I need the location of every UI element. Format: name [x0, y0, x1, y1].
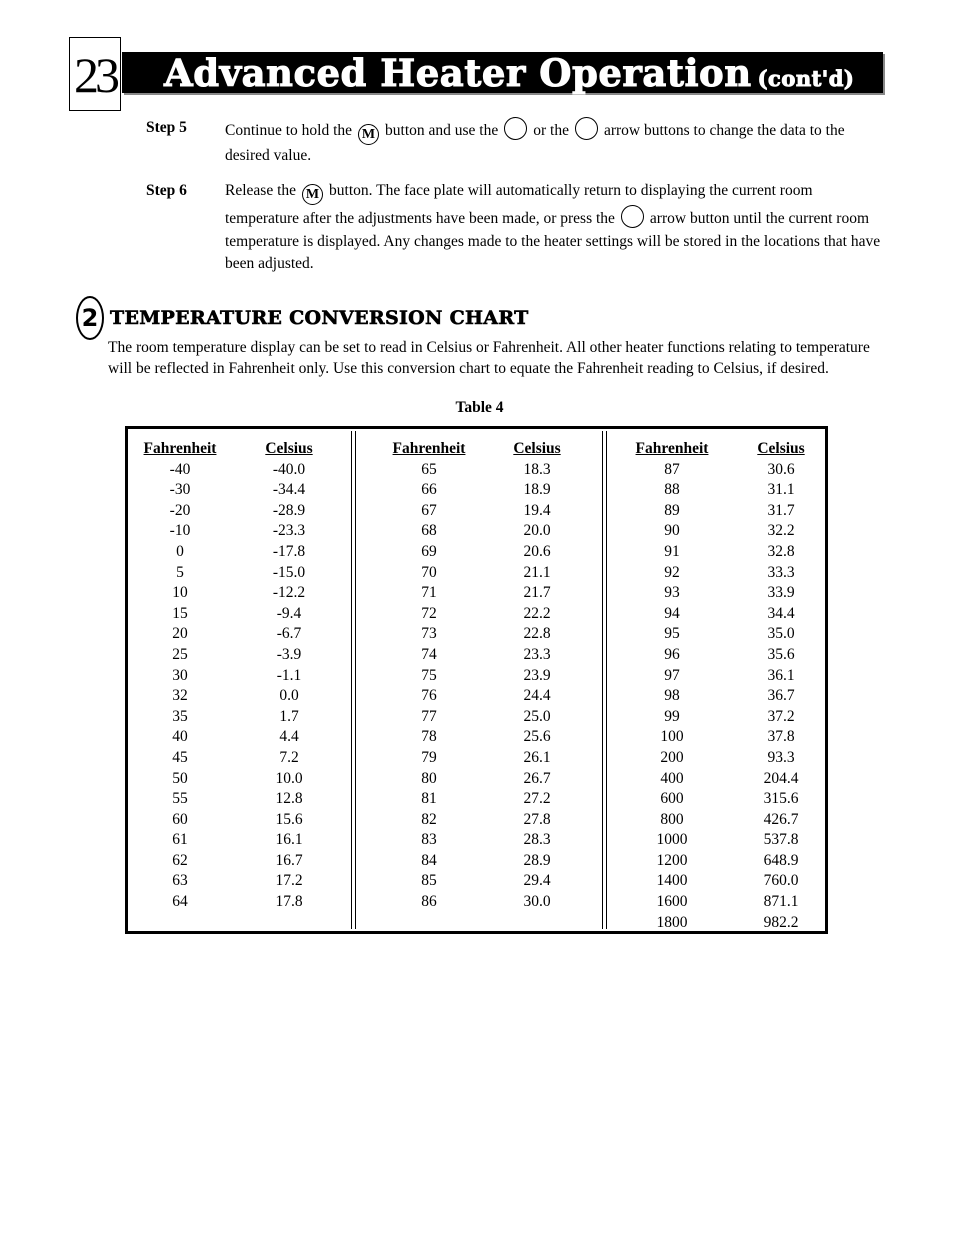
table-caption: Table 4: [455, 399, 504, 416]
section-intro: The room temperature display can be set to read in Celsius or Fahrenheit. All other heater functions relating to temperature will be reflected in Fahrenheit only. Use this conversion chart to equate the Fahrenheit reading to Celsius, if desired.: [108, 339, 870, 377]
fahrenheit-cell: 71: [421, 584, 437, 602]
celsius-cell: 20.6: [523, 542, 551, 560]
celsius-cell: 28.3: [523, 831, 551, 849]
celsius-cell: 22.8: [523, 625, 551, 643]
celsius-column-1: [246, 439, 332, 913]
fahrenheit-cell: 76: [421, 687, 437, 705]
fahrenheit-cell: 1800: [656, 913, 688, 931]
fahrenheit-cell: 400: [660, 769, 684, 787]
fahrenheit-cell: 79: [421, 748, 437, 766]
fahrenheit-cell: -10: [169, 522, 191, 540]
celsius-cell: 35.0: [767, 625, 795, 643]
step-6-label: Step 6: [146, 182, 187, 199]
celsius-cell: 16.1: [275, 831, 303, 849]
section-number-badge: 2: [76, 296, 104, 340]
celsius-header: Celsius: [265, 440, 313, 457]
fahrenheit-cell: 89: [664, 501, 680, 519]
fahrenheit-cell: 20: [172, 625, 188, 643]
celsius-cell: -6.7: [276, 625, 302, 643]
celsius-cell: 15.6: [275, 810, 303, 828]
fahrenheit-cell: 30: [172, 666, 188, 684]
celsius-cell: 93.3: [767, 748, 795, 766]
celsius-cell: 37.8: [767, 728, 795, 746]
fahrenheit-cell: 72: [421, 604, 437, 622]
celsius-cell: 21.7: [523, 584, 551, 602]
celsius-column-3: [738, 439, 824, 933]
celsius-column-2: [494, 439, 580, 913]
celsius-cell: -23.3: [272, 522, 306, 540]
celsius-cell: -1.1: [276, 666, 302, 684]
fahrenheit-cell: 90: [664, 522, 680, 540]
fahrenheit-header: Fahrenheit: [143, 440, 217, 457]
fahrenheit-cell: 74: [421, 645, 437, 663]
celsius-cell: 18.9: [523, 481, 551, 499]
fahrenheit-cell: 85: [421, 872, 437, 890]
fahrenheit-cell: 77: [421, 707, 437, 725]
celsius-cell: 33.3: [767, 563, 795, 581]
celsius-cell: 30.0: [523, 893, 551, 911]
fahrenheit-cell: 97: [664, 666, 680, 684]
celsius-cell: 23.3: [523, 645, 551, 663]
celsius-cell: -34.4: [272, 481, 306, 499]
fahrenheit-cell: 84: [421, 851, 437, 869]
celsius-cell: 17.8: [275, 893, 303, 911]
fahrenheit-cell: 62: [172, 851, 188, 869]
celsius-cell: 17.2: [275, 872, 303, 890]
fahrenheit-column-2: [384, 439, 474, 913]
fahrenheit-header: Fahrenheit: [635, 440, 709, 457]
celsius-cell: -40.0: [272, 460, 306, 478]
fahrenheit-header: Fahrenheit: [392, 440, 466, 457]
celsius-cell: 25.0: [523, 707, 551, 725]
fahrenheit-cell: 86: [421, 893, 437, 911]
fahrenheit-cell: 68: [421, 522, 437, 540]
fahrenheit-cell: -40: [169, 460, 191, 478]
celsius-cell: 36.1: [767, 666, 795, 684]
up-arrow-button-icon: [504, 117, 527, 140]
fahrenheit-cell: 92: [664, 563, 680, 581]
celsius-cell: 33.9: [767, 584, 795, 602]
fahrenheit-column-3: [627, 439, 717, 933]
arrow-button-icon: [621, 205, 644, 228]
fahrenheit-cell: 10: [172, 584, 188, 602]
fahrenheit-cell: 80: [421, 769, 437, 787]
fahrenheit-column-1: [135, 439, 225, 913]
fahrenheit-cell: 61: [172, 831, 188, 849]
celsius-cell: 31.1: [767, 481, 795, 499]
fahrenheit-cell: 82: [421, 810, 437, 828]
celsius-cell: 537.8: [763, 831, 799, 849]
m-button-icon: M: [302, 184, 323, 205]
celsius-cell: 12.8: [275, 790, 303, 808]
celsius-cell: -3.9: [276, 645, 302, 663]
celsius-header: Celsius: [757, 440, 805, 457]
celsius-cell: 871.1: [763, 893, 799, 911]
fahrenheit-cell: 67: [421, 501, 437, 519]
m-button-icon: M: [358, 124, 379, 145]
fahrenheit-cell: 88: [664, 481, 680, 499]
fahrenheit-cell: 25: [172, 645, 188, 663]
fahrenheit-cell: 73: [421, 625, 437, 643]
page-number: 23: [69, 37, 121, 111]
fahrenheit-cell: 800: [660, 810, 684, 828]
celsius-cell: 20.0: [523, 522, 551, 540]
celsius-cell: 30.6: [767, 460, 795, 478]
celsius-cell: 36.7: [767, 687, 795, 705]
fahrenheit-cell: 64: [172, 893, 188, 911]
fahrenheit-cell: 96: [664, 645, 680, 663]
page-title-text: Advanced Heater Operation: [164, 51, 752, 95]
fahrenheit-cell: 0: [176, 542, 184, 560]
celsius-cell: 32.8: [767, 542, 795, 560]
celsius-cell: 982.2: [763, 913, 799, 931]
fahrenheit-cell: 1200: [656, 851, 688, 869]
celsius-cell: 19.4: [523, 501, 551, 519]
title-bar: [122, 52, 883, 93]
celsius-cell: 315.6: [763, 790, 799, 808]
column-divider: [602, 431, 607, 929]
fahrenheit-cell: 66: [421, 481, 437, 499]
step-6-text: Release the M button. The face plate will automatically return to displaying the current room temperature after the adjustments have been made, or press the arrow button until the current room temperature is displayed. Any changes made to the heater settings will be stored in the locations that have been adjusted.: [225, 182, 881, 272]
fahrenheit-cell: 55: [172, 790, 188, 808]
fahrenheit-cell: 1000: [656, 831, 688, 849]
fahrenheit-cell: 78: [421, 728, 437, 746]
fahrenheit-cell: 95: [664, 625, 680, 643]
fahrenheit-cell: 69: [421, 542, 437, 560]
fahrenheit-cell: 100: [660, 728, 684, 746]
celsius-header: Celsius: [513, 440, 561, 457]
celsius-cell: 35.6: [767, 645, 795, 663]
fahrenheit-cell: 70: [421, 563, 437, 581]
celsius-cell: 29.4: [523, 872, 551, 890]
fahrenheit-cell: 35: [172, 707, 188, 725]
fahrenheit-cell: 93: [664, 584, 680, 602]
section-title: TEMPERATURE CONVERSION CHART: [110, 307, 529, 329]
celsius-cell: 7.2: [279, 748, 299, 766]
celsius-cell: 24.4: [523, 687, 551, 705]
fahrenheit-cell: 63: [172, 872, 188, 890]
celsius-cell: -9.4: [276, 604, 302, 622]
celsius-cell: 426.7: [763, 810, 799, 828]
fahrenheit-cell: 65: [421, 460, 437, 478]
celsius-cell: 760.0: [763, 872, 799, 890]
fahrenheit-cell: 45: [172, 748, 188, 766]
step-5-text: Continue to hold the M button and use the or the arrow buttons to change the data to the desired value.: [225, 117, 885, 166]
fahrenheit-cell: 15: [172, 604, 188, 622]
conversion-table: [125, 426, 828, 934]
celsius-cell: 27.8: [523, 810, 551, 828]
celsius-cell: 26.1: [523, 748, 551, 766]
fahrenheit-cell: 99: [664, 707, 680, 725]
celsius-cell: -15.0: [272, 563, 306, 581]
celsius-cell: 25.6: [523, 728, 551, 746]
celsius-cell: 204.4: [763, 769, 799, 787]
celsius-cell: 28.9: [523, 851, 551, 869]
page-title-suffix: (cont'd): [757, 66, 855, 91]
down-arrow-button-icon: [575, 117, 598, 140]
fahrenheit-cell: 32: [172, 687, 188, 705]
celsius-cell: -28.9: [272, 501, 306, 519]
celsius-cell: -17.8: [272, 542, 306, 560]
fahrenheit-cell: 1400: [656, 872, 688, 890]
fahrenheit-cell: 87: [664, 460, 680, 478]
column-divider: [351, 431, 356, 929]
celsius-cell: 22.2: [523, 604, 551, 622]
celsius-cell: 27.2: [523, 790, 551, 808]
celsius-cell: 26.7: [523, 769, 551, 787]
fahrenheit-cell: 50: [172, 769, 188, 787]
page-title: [164, 51, 854, 95]
celsius-cell: 0.0: [279, 687, 299, 705]
fahrenheit-cell: 94: [664, 604, 680, 622]
celsius-cell: 34.4: [767, 604, 795, 622]
celsius-cell: 648.9: [763, 851, 799, 869]
fahrenheit-cell: 600: [660, 790, 684, 808]
celsius-cell: -12.2: [272, 584, 306, 602]
celsius-cell: 18.3: [523, 460, 551, 478]
fahrenheit-cell: 1600: [656, 893, 688, 911]
step-5-label: Step 5: [146, 119, 187, 136]
celsius-cell: 21.1: [523, 563, 551, 581]
celsius-cell: 23.9: [523, 666, 551, 684]
celsius-cell: 31.7: [767, 501, 795, 519]
fahrenheit-cell: -30: [169, 481, 191, 499]
fahrenheit-cell: 98: [664, 687, 680, 705]
fahrenheit-cell: 81: [421, 790, 437, 808]
celsius-cell: 1.7: [279, 707, 299, 725]
fahrenheit-cell: -20: [169, 501, 191, 519]
fahrenheit-cell: 83: [421, 831, 437, 849]
celsius-cell: 37.2: [767, 707, 795, 725]
fahrenheit-cell: 75: [421, 666, 437, 684]
fahrenheit-cell: 60: [172, 810, 188, 828]
fahrenheit-cell: 5: [176, 563, 184, 581]
celsius-cell: 32.2: [767, 522, 795, 540]
fahrenheit-cell: 200: [660, 748, 684, 766]
celsius-cell: 16.7: [275, 851, 303, 869]
fahrenheit-cell: 91: [664, 542, 680, 560]
celsius-cell: 10.0: [275, 769, 303, 787]
fahrenheit-cell: 40: [172, 728, 188, 746]
celsius-cell: 4.4: [279, 728, 299, 746]
